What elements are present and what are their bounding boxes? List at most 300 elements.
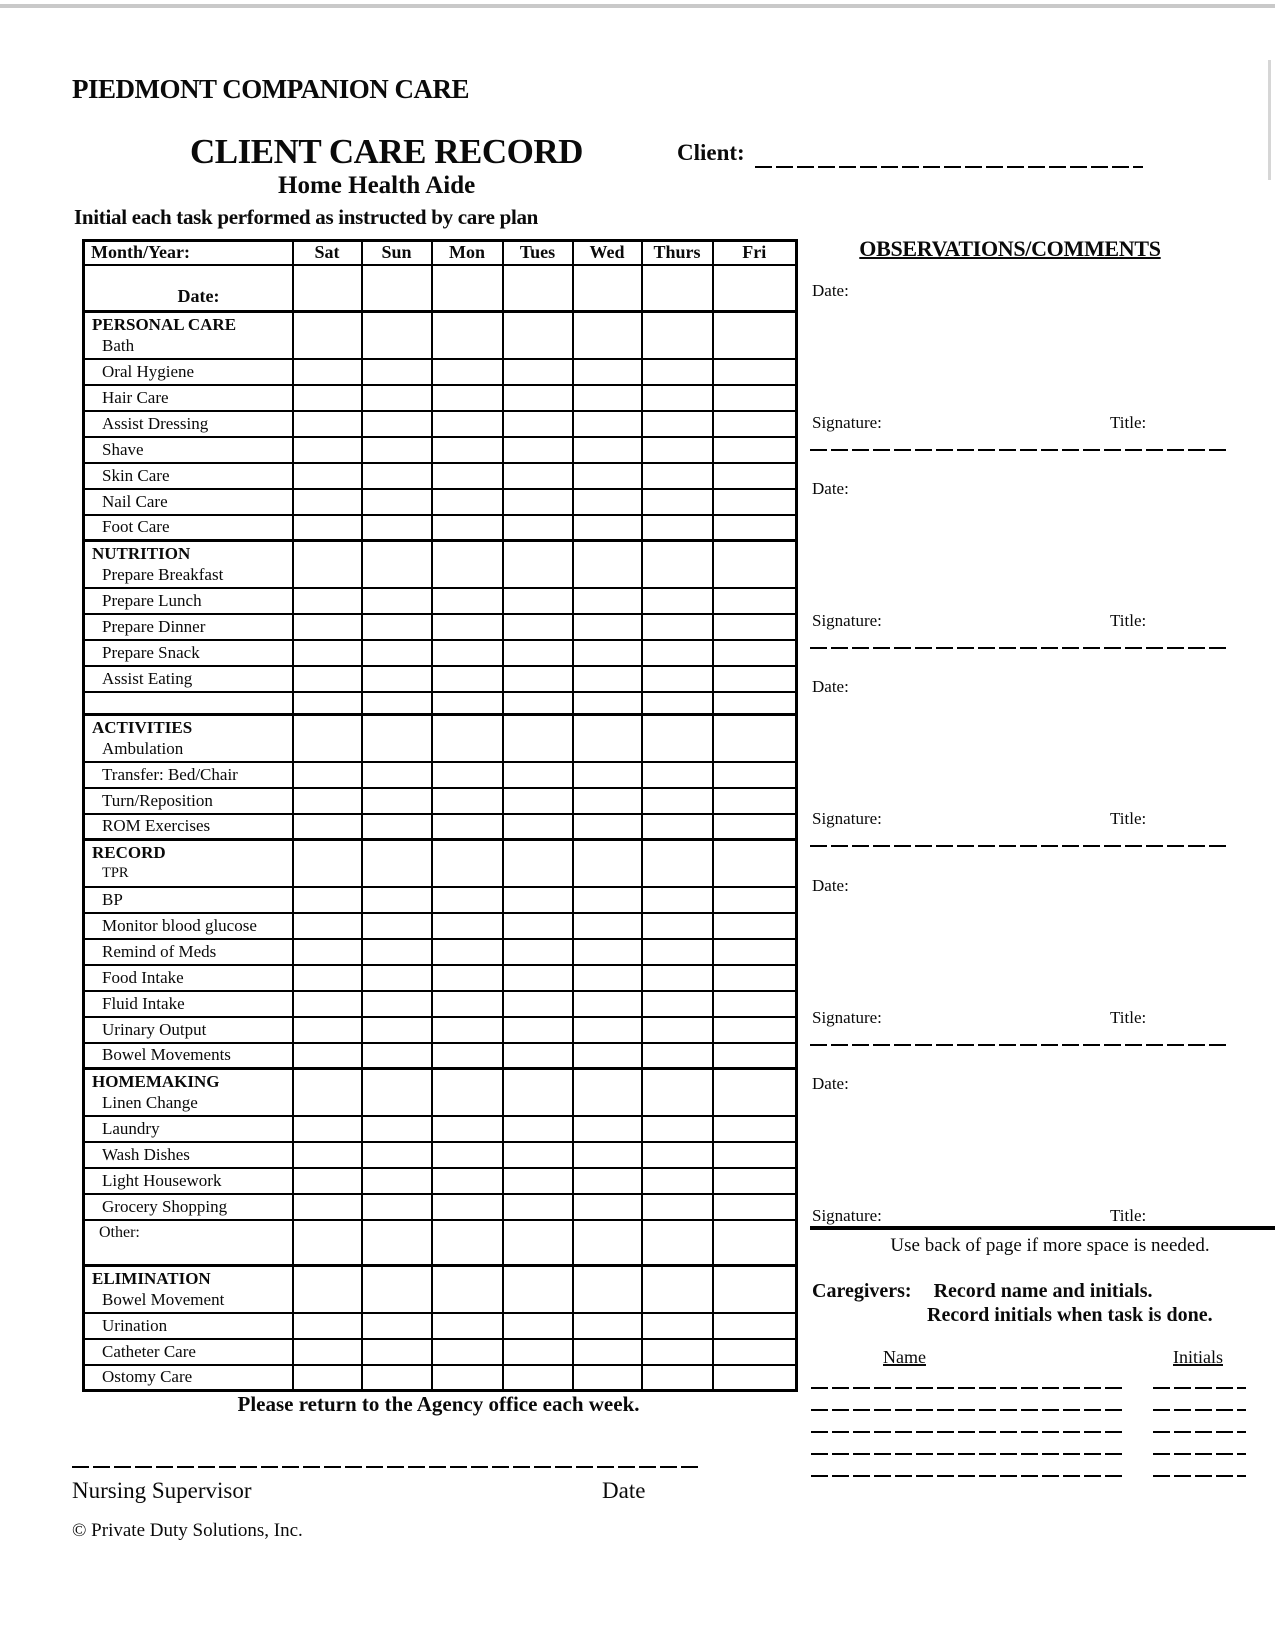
day-header-thurs: Thurs <box>642 241 713 265</box>
task-grid-cell[interactable] <box>362 692 432 715</box>
task-grid-cell[interactable] <box>713 515 797 541</box>
task-grid-cell[interactable] <box>432 887 503 913</box>
task-grid-cell[interactable] <box>432 1142 503 1168</box>
task-grid-cell[interactable] <box>713 762 797 788</box>
task-grid-cell[interactable] <box>293 614 362 640</box>
task-grid-cell[interactable] <box>713 1220 797 1266</box>
task-grid-cell[interactable] <box>573 385 642 411</box>
task-grid-cell[interactable] <box>432 463 503 489</box>
task-grid-cell[interactable] <box>713 991 797 1017</box>
task-grid-cell[interactable] <box>713 1142 797 1168</box>
task-grid-cell[interactable] <box>642 385 713 411</box>
task-grid-cell[interactable] <box>432 1017 503 1043</box>
task-grid-cell[interactable] <box>432 715 503 762</box>
task-grid-cell[interactable] <box>503 840 573 887</box>
task-grid-cell[interactable] <box>573 965 642 991</box>
task-grid-cell[interactable] <box>293 1339 362 1365</box>
task-grid-cell[interactable] <box>432 692 503 715</box>
task-grid-cell[interactable] <box>642 588 713 614</box>
task-grid-cell[interactable] <box>362 588 432 614</box>
task-grid-cell[interactable] <box>432 1168 503 1194</box>
task-grid-cell[interactable] <box>293 1168 362 1194</box>
task-grid-cell[interactable] <box>573 265 642 312</box>
task-grid-cell[interactable] <box>293 640 362 666</box>
task-grid-cell[interactable] <box>713 840 797 887</box>
task-grid-cell[interactable] <box>503 489 573 515</box>
task-grid-cell[interactable] <box>642 614 713 640</box>
task-grid-cell[interactable] <box>573 359 642 385</box>
task-grid-cell[interactable] <box>432 939 503 965</box>
task-grid-cell[interactable] <box>293 1069 362 1116</box>
task-grid-cell[interactable] <box>503 913 573 939</box>
task-grid-cell[interactable] <box>713 463 797 489</box>
table-row <box>84 640 797 666</box>
task-grid-cell[interactable] <box>293 359 362 385</box>
task-grid-cell[interactable] <box>432 1194 503 1220</box>
task-grid-cell[interactable] <box>362 840 432 887</box>
task-grid-cell[interactable] <box>293 814 362 840</box>
task-grid-cell[interactable] <box>503 588 573 614</box>
task-grid-cell[interactable] <box>503 463 573 489</box>
task-grid-cell[interactable] <box>293 265 362 312</box>
task-grid-cell[interactable] <box>503 385 573 411</box>
task-grid-cell[interactable] <box>293 762 362 788</box>
task-grid-cell[interactable] <box>713 692 797 715</box>
task-grid-cell[interactable] <box>642 312 713 359</box>
task-grid-cell[interactable] <box>713 1194 797 1220</box>
task-grid-cell[interactable] <box>642 840 713 887</box>
task-label: Urination <box>84 1313 293 1339</box>
task-grid-cell[interactable] <box>503 1168 573 1194</box>
task-grid-cell[interactable] <box>362 312 432 359</box>
supervisor-signature-line[interactable] <box>72 1466 702 1468</box>
task-grid-cell[interactable] <box>573 1365 642 1391</box>
task-grid-cell[interactable] <box>362 541 432 588</box>
task-grid-cell[interactable] <box>642 640 713 666</box>
task-grid-cell[interactable] <box>432 762 503 788</box>
task-grid-cell[interactable] <box>503 1116 573 1142</box>
task-grid-cell[interactable] <box>432 411 503 437</box>
task-grid-cell[interactable] <box>362 666 432 692</box>
task-grid-cell[interactable] <box>432 1266 503 1313</box>
task-grid-cell[interactable] <box>573 1043 642 1069</box>
task-grid-cell[interactable] <box>503 1313 573 1339</box>
task-grid-cell[interactable] <box>713 614 797 640</box>
task-grid-cell[interactable] <box>713 437 797 463</box>
task-grid-cell[interactable] <box>293 1043 362 1069</box>
task-grid-cell[interactable] <box>573 939 642 965</box>
task-grid-cell[interactable] <box>713 1017 797 1043</box>
task-grid-cell[interactable] <box>642 762 713 788</box>
task-grid-cell[interactable] <box>362 1142 432 1168</box>
observation-signature-line[interactable] <box>810 647 1230 649</box>
task-grid-cell[interactable] <box>503 541 573 588</box>
task-grid-cell[interactable] <box>432 265 503 312</box>
task-grid-cell[interactable] <box>713 1339 797 1365</box>
section-title: ELIMINATION <box>92 1269 211 1289</box>
task-grid-cell[interactable] <box>362 515 432 541</box>
task-grid-cell[interactable] <box>503 411 573 437</box>
caregiver-name-line[interactable] <box>811 1453 1124 1455</box>
task-grid-cell[interactable] <box>713 411 797 437</box>
task-grid-cell[interactable] <box>293 1313 362 1339</box>
table-row <box>84 312 797 359</box>
task-grid-cell[interactable] <box>432 385 503 411</box>
caregiver-name-line[interactable] <box>811 1475 1124 1477</box>
task-grid-cell[interactable] <box>713 913 797 939</box>
task-grid-cell[interactable] <box>642 991 713 1017</box>
task-grid-cell[interactable] <box>432 1313 503 1339</box>
task-grid-cell[interactable] <box>362 1313 432 1339</box>
task-grid-cell[interactable] <box>642 666 713 692</box>
task-grid-cell[interactable] <box>503 939 573 965</box>
task-grid-cell[interactable] <box>573 692 642 715</box>
task-grid-cell[interactable] <box>432 1365 503 1391</box>
task-grid-cell[interactable] <box>642 1194 713 1220</box>
observation-date-label: Date: <box>812 479 849 499</box>
task-grid-cell[interactable] <box>293 463 362 489</box>
task-grid-cell[interactable] <box>432 437 503 463</box>
task-grid-cell[interactable] <box>573 1017 642 1043</box>
task-grid-cell[interactable] <box>432 814 503 840</box>
task-grid-cell[interactable] <box>432 991 503 1017</box>
task-grid-cell[interactable] <box>293 1142 362 1168</box>
task-grid-cell[interactable] <box>573 666 642 692</box>
table-row <box>84 814 797 840</box>
table-row <box>84 913 797 939</box>
task-grid-cell[interactable] <box>642 939 713 965</box>
task-grid-cell[interactable] <box>713 489 797 515</box>
caregiver-name-line[interactable] <box>811 1431 1124 1433</box>
task-grid-cell[interactable] <box>573 489 642 515</box>
task-grid-cell[interactable] <box>503 715 573 762</box>
task-grid-cell[interactable] <box>432 312 503 359</box>
task-grid-cell[interactable] <box>362 939 432 965</box>
task-grid-cell[interactable] <box>432 588 503 614</box>
task-grid-cell[interactable] <box>432 489 503 515</box>
task-grid-cell[interactable] <box>293 1194 362 1220</box>
task-grid-cell[interactable] <box>293 991 362 1017</box>
task-grid-cell[interactable] <box>503 312 573 359</box>
task-grid-cell[interactable] <box>293 965 362 991</box>
task-grid-cell[interactable] <box>293 887 362 913</box>
task-grid-cell[interactable] <box>573 588 642 614</box>
task-grid-cell[interactable] <box>713 1365 797 1391</box>
task-grid-cell[interactable] <box>573 411 642 437</box>
section-label-cell <box>84 1266 293 1313</box>
observation-signature-line[interactable] <box>810 1044 1230 1046</box>
task-grid-cell[interactable] <box>573 1069 642 1116</box>
task-grid-cell[interactable] <box>293 1365 362 1391</box>
day-header-tues: Tues <box>503 241 573 265</box>
task-grid-cell[interactable] <box>642 1116 713 1142</box>
task-grid-cell[interactable] <box>713 1043 797 1069</box>
task-grid-cell[interactable] <box>293 715 362 762</box>
task-grid-cell[interactable] <box>713 312 797 359</box>
task-grid-cell[interactable] <box>432 640 503 666</box>
task-grid-cell[interactable] <box>503 991 573 1017</box>
task-grid-cell[interactable] <box>573 840 642 887</box>
task-grid-cell[interactable] <box>362 1220 432 1266</box>
task-grid-cell[interactable] <box>362 489 432 515</box>
task-grid-cell[interactable] <box>503 814 573 840</box>
task-grid-cell[interactable] <box>362 814 432 840</box>
task-grid-cell[interactable] <box>573 762 642 788</box>
task-grid-cell[interactable] <box>293 1266 362 1313</box>
task-grid-cell[interactable] <box>293 385 362 411</box>
task-grid-cell[interactable] <box>293 588 362 614</box>
task-grid-cell[interactable] <box>293 939 362 965</box>
task-grid-cell[interactable] <box>573 1339 642 1365</box>
task-grid-cell[interactable] <box>293 411 362 437</box>
task-grid-cell[interactable] <box>362 437 432 463</box>
task-grid-cell[interactable] <box>293 692 362 715</box>
task-grid-cell[interactable] <box>573 1313 642 1339</box>
task-grid-cell[interactable] <box>642 1339 713 1365</box>
caregiver-initials-line[interactable] <box>1153 1431 1246 1433</box>
task-grid-cell[interactable] <box>642 437 713 463</box>
task-grid-cell[interactable] <box>642 965 713 991</box>
task-grid-cell[interactable] <box>362 762 432 788</box>
task-label: Oral Hygiene <box>84 359 293 385</box>
task-grid-cell[interactable] <box>432 913 503 939</box>
return-note: Please return to the Agency office each week. <box>237 1392 640 1416</box>
caregiver-name-line[interactable] <box>811 1387 1124 1389</box>
task-grid-cell[interactable] <box>362 1116 432 1142</box>
task-grid-cell[interactable] <box>503 614 573 640</box>
task-grid-cell[interactable] <box>573 1168 642 1194</box>
task-grid-cell[interactable] <box>642 411 713 437</box>
task-grid-cell[interactable] <box>432 840 503 887</box>
task-grid-cell[interactable] <box>713 666 797 692</box>
task-grid-cell[interactable] <box>573 788 642 814</box>
task-grid-cell[interactable] <box>642 1313 713 1339</box>
task-grid-cell[interactable] <box>573 463 642 489</box>
task-grid-cell[interactable] <box>503 965 573 991</box>
task-grid-cell[interactable] <box>293 788 362 814</box>
task-grid-cell[interactable] <box>573 312 642 359</box>
task-grid-cell[interactable] <box>293 515 362 541</box>
task-grid-cell[interactable] <box>642 692 713 715</box>
task-grid-cell[interactable] <box>503 1194 573 1220</box>
task-grid-cell[interactable] <box>293 1116 362 1142</box>
task-grid-cell[interactable] <box>642 1365 713 1391</box>
task-grid-cell[interactable] <box>713 588 797 614</box>
task-grid-cell[interactable] <box>362 1339 432 1365</box>
task-grid-cell[interactable] <box>293 840 362 887</box>
task-grid-cell[interactable] <box>362 1365 432 1391</box>
task-grid-cell[interactable] <box>713 541 797 588</box>
task-grid-cell[interactable] <box>713 814 797 840</box>
task-grid-cell[interactable] <box>642 359 713 385</box>
task-grid-cell[interactable] <box>573 614 642 640</box>
table-row <box>84 463 797 489</box>
task-grid-cell[interactable] <box>293 489 362 515</box>
task-grid-cell[interactable] <box>293 1017 362 1043</box>
task-grid-cell[interactable] <box>432 1339 503 1365</box>
task-grid-cell[interactable] <box>642 1069 713 1116</box>
task-grid-cell[interactable] <box>293 913 362 939</box>
caregiver-initials-line[interactable] <box>1153 1409 1246 1411</box>
task-grid-cell[interactable] <box>503 1220 573 1266</box>
task-grid-cell[interactable] <box>362 359 432 385</box>
task-grid-cell[interactable] <box>713 265 797 312</box>
task-grid-cell[interactable] <box>642 1266 713 1313</box>
task-grid-cell[interactable] <box>573 541 642 588</box>
observation-date-label: Date: <box>812 677 849 697</box>
task-grid-cell[interactable] <box>573 1142 642 1168</box>
task-grid-cell[interactable] <box>573 640 642 666</box>
task-grid-cell[interactable] <box>713 1313 797 1339</box>
task-grid-cell[interactable] <box>362 887 432 913</box>
task-grid-cell[interactable] <box>503 1266 573 1313</box>
task-grid-cell[interactable] <box>432 541 503 588</box>
task-grid-cell[interactable] <box>573 1266 642 1313</box>
task-grid-cell[interactable] <box>573 991 642 1017</box>
task-grid-cell[interactable] <box>713 385 797 411</box>
task-grid-cell[interactable] <box>713 359 797 385</box>
task-grid-cell[interactable] <box>503 762 573 788</box>
task-grid-cell[interactable] <box>293 437 362 463</box>
task-grid-cell[interactable] <box>362 640 432 666</box>
task-grid-cell[interactable] <box>503 1365 573 1391</box>
task-grid-cell[interactable] <box>573 887 642 913</box>
task-grid-cell[interactable] <box>573 913 642 939</box>
task-grid-cell[interactable] <box>362 1043 432 1069</box>
task-grid-cell[interactable] <box>362 411 432 437</box>
caregiver-initials-line[interactable] <box>1153 1387 1246 1389</box>
task-grid-cell[interactable] <box>503 788 573 814</box>
task-grid-cell[interactable] <box>573 814 642 840</box>
task-grid-cell[interactable] <box>503 666 573 692</box>
task-grid-cell[interactable] <box>432 1043 503 1069</box>
task-grid-cell[interactable] <box>503 1142 573 1168</box>
table-row <box>84 1365 797 1391</box>
task-grid-cell[interactable] <box>432 614 503 640</box>
task-grid-cell[interactable] <box>293 666 362 692</box>
task-grid-cell[interactable] <box>713 887 797 913</box>
observation-title-label: Title: <box>1110 1205 1147 1225</box>
task-grid-cell[interactable] <box>713 715 797 762</box>
task-grid-cell[interactable] <box>432 1069 503 1116</box>
task-label: Assist Eating <box>84 666 293 692</box>
task-grid-cell[interactable] <box>503 692 573 715</box>
task-grid-cell[interactable] <box>573 1220 642 1266</box>
task-grid-cell[interactable] <box>642 1168 713 1194</box>
task-grid-cell[interactable] <box>362 965 432 991</box>
client-fill-line[interactable] <box>755 166 1143 168</box>
task-grid-cell[interactable] <box>642 913 713 939</box>
scan-artifact-top <box>0 4 1275 8</box>
task-grid-cell[interactable] <box>362 1266 432 1313</box>
task-grid-cell[interactable] <box>642 265 713 312</box>
task-grid-cell[interactable] <box>713 788 797 814</box>
caregiver-initials-column-header: Initials <box>1173 1347 1223 1367</box>
task-grid-cell[interactable] <box>642 1017 713 1043</box>
task-grid-cell[interactable] <box>503 887 573 913</box>
task-grid-cell[interactable] <box>573 437 642 463</box>
task-grid-cell[interactable] <box>503 515 573 541</box>
caregiver-initials-line[interactable] <box>1153 1453 1246 1455</box>
task-grid-cell[interactable] <box>432 1220 503 1266</box>
task-grid-cell[interactable] <box>362 991 432 1017</box>
task-grid-cell[interactable] <box>432 666 503 692</box>
task-grid-cell[interactable] <box>642 1220 713 1266</box>
day-header-sun: Sun <box>362 241 432 265</box>
task-grid-cell[interactable] <box>503 359 573 385</box>
task-grid-cell[interactable] <box>713 1069 797 1116</box>
task-grid-cell[interactable] <box>362 913 432 939</box>
table-row <box>84 788 797 814</box>
task-grid-cell[interactable] <box>362 1194 432 1220</box>
task-grid-cell[interactable] <box>573 1116 642 1142</box>
task-grid-cell[interactable] <box>293 541 362 588</box>
task-grid-cell[interactable] <box>642 887 713 913</box>
task-grid-cell[interactable] <box>503 640 573 666</box>
task-grid-cell[interactable] <box>362 385 432 411</box>
task-grid-cell[interactable] <box>362 788 432 814</box>
task-grid-cell[interactable] <box>432 1116 503 1142</box>
task-grid-cell[interactable] <box>713 1168 797 1194</box>
task-grid-cell[interactable] <box>362 265 432 312</box>
task-grid-cell[interactable] <box>713 1116 797 1142</box>
task-grid-cell[interactable] <box>503 1043 573 1069</box>
task-grid-cell[interactable] <box>573 715 642 762</box>
task-label: Ambulation <box>102 739 184 759</box>
task-grid-cell[interactable] <box>432 788 503 814</box>
task-grid-cell[interactable] <box>642 1142 713 1168</box>
task-grid-cell[interactable] <box>362 463 432 489</box>
task-grid-cell[interactable] <box>573 515 642 541</box>
task-grid-cell[interactable] <box>642 1043 713 1069</box>
task-grid-cell[interactable] <box>362 1017 432 1043</box>
task-grid-cell[interactable] <box>642 515 713 541</box>
task-grid-cell[interactable] <box>362 715 432 762</box>
task-grid-cell[interactable] <box>432 515 503 541</box>
task-grid-cell[interactable] <box>713 640 797 666</box>
task-grid-cell[interactable] <box>503 1069 573 1116</box>
caregiver-initials-line[interactable] <box>1153 1475 1246 1477</box>
task-grid-cell[interactable] <box>293 312 362 359</box>
task-grid-cell[interactable] <box>503 437 573 463</box>
task-grid-cell[interactable] <box>503 265 573 312</box>
task-label: Fluid Intake <box>84 991 293 1017</box>
task-grid-cell[interactable] <box>642 788 713 814</box>
caregiver-name-line[interactable] <box>811 1409 1124 1411</box>
task-grid-cell[interactable] <box>642 715 713 762</box>
task-grid-cell[interactable] <box>432 965 503 991</box>
table-row <box>84 1116 797 1142</box>
task-grid-cell[interactable] <box>573 1194 642 1220</box>
task-grid-cell[interactable] <box>362 1069 432 1116</box>
task-grid-cell[interactable] <box>432 359 503 385</box>
observation-signature-line[interactable] <box>810 449 1230 451</box>
task-grid-cell[interactable] <box>362 1168 432 1194</box>
task-label: Foot Care <box>84 515 293 541</box>
task-grid-cell[interactable] <box>503 1017 573 1043</box>
task-grid-cell[interactable] <box>713 1266 797 1313</box>
task-grid-cell[interactable] <box>642 814 713 840</box>
task-grid-cell[interactable] <box>713 939 797 965</box>
observation-signature-line[interactable] <box>810 845 1230 847</box>
task-grid-cell[interactable] <box>642 463 713 489</box>
task-grid-cell[interactable] <box>293 1220 362 1266</box>
task-grid-cell[interactable] <box>503 1339 573 1365</box>
task-grid-cell[interactable] <box>713 965 797 991</box>
task-grid-cell[interactable] <box>642 541 713 588</box>
task-grid-cell[interactable] <box>642 489 713 515</box>
task-grid-cell[interactable] <box>362 614 432 640</box>
